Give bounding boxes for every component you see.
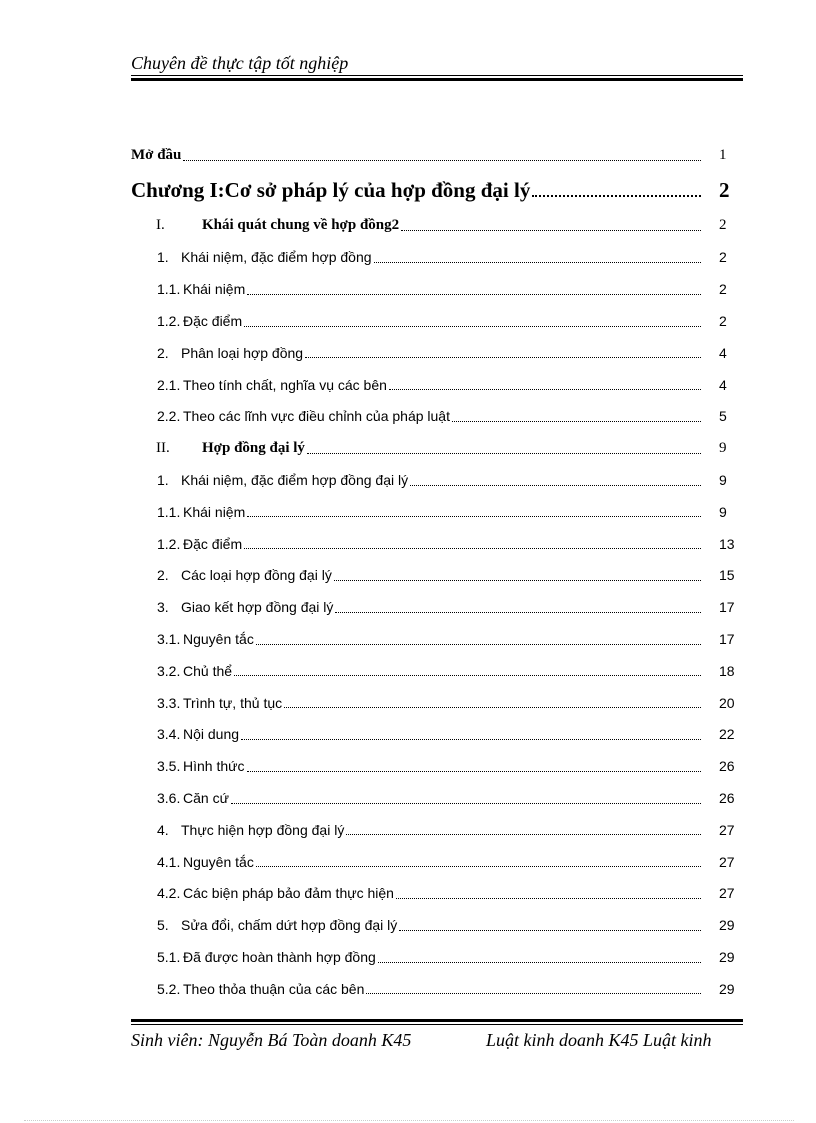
- toc-entry-number: 4.1.: [157, 853, 181, 870]
- toc-entry-title: [131, 695, 283, 711]
- toc-entry-number: 2.1.: [157, 376, 181, 393]
- toc-dot-leader: [256, 862, 701, 867]
- toc-entry-title: [131, 758, 246, 774]
- toc-dot-leader: [256, 640, 701, 645]
- toc-dot-leader: [374, 258, 701, 263]
- toc-entry-title: [131, 663, 233, 679]
- toc-entry-number: 1.: [157, 472, 169, 489]
- toc-entry-title: [131, 917, 398, 933]
- toc-entry: [131, 623, 743, 655]
- toc-entry-title: [131, 249, 373, 265]
- toc-dot-leader: [396, 894, 701, 899]
- toc-page-number: 4: [719, 376, 727, 393]
- document-header-title: Chuyên đề thực tập tốt nghiệp: [131, 53, 349, 73]
- toc-entry: [131, 973, 743, 1005]
- toc-dot-leader: [234, 671, 701, 676]
- toc-entry-number: 5.: [157, 917, 169, 934]
- toc-dot-leader: [307, 449, 701, 454]
- toc-entry-number: 1.1.: [157, 503, 181, 520]
- toc-dot-leader: [247, 767, 701, 772]
- toc-entry-title: [131, 631, 255, 647]
- toc-entry: [131, 140, 743, 172]
- toc-entry-number: 3.: [157, 599, 169, 616]
- toc-entry-number: 3.4.: [157, 726, 181, 743]
- toc-entry-title: [131, 599, 334, 615]
- toc-entry-number: 4.2.: [157, 885, 181, 902]
- toc-entry: [131, 846, 743, 878]
- toc-page-number: 29: [719, 917, 735, 934]
- toc-dot-leader: [346, 830, 701, 835]
- toc-entry: [131, 172, 743, 210]
- toc-dot-leader: [244, 544, 701, 549]
- toc-entry-number: 3.2.: [157, 662, 181, 679]
- toc-page-number: 2: [719, 313, 727, 330]
- toc-entry-number: I.: [156, 217, 165, 234]
- header-divider-thin: [131, 75, 743, 76]
- toc-entry-text: Khái quát chung về hợp đồng2: [202, 217, 400, 234]
- toc-entry-text: Chủ thể: [183, 662, 233, 679]
- toc-entry-text: Theo các lĩnh vực điều chỉnh của pháp luật: [183, 408, 450, 425]
- toc-entry-text: Giao kết hợp đồng đại lý: [181, 599, 334, 616]
- toc-entry-text: Hợp đồng đại lý: [202, 439, 305, 456]
- toc-entry-title: [131, 147, 182, 164]
- toc-entry: [131, 337, 743, 369]
- toc-page-number: 26: [719, 790, 735, 807]
- toc-page-number: 29: [719, 980, 735, 997]
- toc-entry-number: 5.2.: [157, 980, 181, 997]
- toc-entry: [131, 814, 743, 846]
- toc-page-number: 5: [719, 408, 727, 425]
- toc-entry: [131, 369, 743, 401]
- toc-page-number: 13: [719, 535, 735, 552]
- toc-dot-leader: [366, 989, 701, 994]
- toc-entry-text: Khái niệm: [183, 503, 246, 520]
- toc-entry-title: [131, 408, 451, 424]
- footer-divider-thick: [131, 1019, 743, 1022]
- toc-page-number: 27: [719, 821, 735, 838]
- toc-dot-leader: [399, 926, 701, 931]
- toc-page-number: 9: [719, 503, 727, 520]
- toc-page-number: 9: [719, 472, 727, 489]
- toc-entry-text: Đặc điểm: [183, 313, 243, 330]
- toc-entry: [131, 591, 743, 623]
- toc-dot-leader: [231, 799, 701, 804]
- toc-entry-title: [131, 949, 377, 965]
- toc-entry-text: Khái niệm, đặc điểm hợp đồng: [181, 249, 372, 266]
- toc-entry-text: Các biện pháp bảo đảm thực hiện: [183, 885, 394, 902]
- toc-page-number: 1: [719, 147, 727, 164]
- toc-entry: [131, 432, 743, 464]
- toc-entry-number: II.: [156, 439, 170, 456]
- toc-dot-leader: [247, 290, 701, 295]
- toc-page-number: 20: [719, 694, 735, 711]
- toc-page-number: 2: [719, 178, 730, 203]
- toc-entry-number: 1.2.: [157, 535, 181, 552]
- toc-entry-title: [131, 726, 240, 742]
- toc-entry-text: Nội dung: [183, 726, 240, 743]
- toc-entry-text: Phân loại hợp đồng: [181, 344, 304, 361]
- toc-entry-number: 3.5.: [157, 758, 181, 775]
- toc-entry: [131, 782, 743, 814]
- toc-entry-title: [131, 854, 255, 870]
- toc-page-number: 22: [719, 726, 735, 743]
- toc-entry: [131, 687, 743, 719]
- toc-entry: [131, 273, 743, 305]
- toc-entry-text: Khái niệm, đặc điểm hợp đồng đại lý: [181, 472, 409, 489]
- toc-page-number: 29: [719, 949, 735, 966]
- toc-entry-text: Theo thỏa thuận của các bên: [183, 980, 365, 997]
- toc-entry-text: Đã được hoàn thành hợp đồng: [183, 949, 376, 966]
- toc-entry-title: [131, 440, 306, 457]
- toc-entry-text: Khái niệm: [183, 281, 246, 298]
- toc-entry-title: [131, 536, 243, 552]
- toc-entry-title: [131, 345, 304, 361]
- toc-entry-text: Nguyên tắc: [183, 631, 254, 648]
- toc-entry-title: [131, 281, 246, 297]
- toc-entry-text: Đặc điểm: [183, 535, 243, 552]
- toc-entry-number: 2.2.: [157, 408, 181, 425]
- toc-entry-title: [131, 217, 400, 234]
- toc-entry: [131, 909, 743, 941]
- toc-entry: [131, 878, 743, 910]
- toc-entry-text: Thực hiện hợp đồng đại lý: [181, 821, 345, 838]
- toc-entry-number: 3.6.: [157, 790, 181, 807]
- toc-dot-leader: [410, 481, 701, 486]
- toc-dot-leader: [401, 226, 701, 231]
- toc-entry-text: Trình tự, thủ tục: [183, 694, 283, 711]
- toc-page-number: 15: [719, 567, 735, 584]
- toc-page-number: 17: [719, 631, 735, 648]
- toc-entry: [131, 496, 743, 528]
- toc-entry-number: 3.3.: [157, 694, 181, 711]
- toc-entry-title: [131, 472, 409, 488]
- toc-page-number: 18: [719, 662, 735, 679]
- toc-page-number: 26: [719, 758, 735, 775]
- toc-page-number: 27: [719, 885, 735, 902]
- footer-course-name: Luật kinh doanh K45 Luật kinh: [486, 1030, 712, 1050]
- toc-entry-number: 4.: [157, 821, 169, 838]
- toc-entry: [131, 560, 743, 592]
- toc-entry: [131, 941, 743, 973]
- toc-entry: [131, 464, 743, 496]
- table-of-contents: [131, 140, 743, 1005]
- toc-entry: [131, 719, 743, 751]
- toc-page-number: 17: [719, 599, 735, 616]
- toc-entry-title: [131, 885, 395, 901]
- toc-entry-text: Các loại hợp đồng đại lý: [181, 567, 332, 584]
- toc-dot-leader: [241, 735, 701, 740]
- toc-dot-leader: [284, 703, 701, 708]
- toc-entry-title: [131, 178, 531, 203]
- toc-entry: [131, 210, 743, 242]
- toc-entry: [131, 401, 743, 433]
- toc-page-number: 2: [719, 249, 727, 266]
- toc-page-number: 2: [719, 217, 727, 234]
- toc-entry-number: 2.: [157, 567, 169, 584]
- toc-entry: [131, 242, 743, 274]
- toc-entry-title: [131, 790, 230, 806]
- toc-entry-text: Mở đầu: [131, 147, 182, 164]
- header-divider-thick: [131, 78, 743, 81]
- toc-entry-title: [131, 567, 333, 583]
- toc-page-number: 27: [719, 853, 735, 870]
- toc-entry-text: Theo tính chất, nghĩa vụ các bên: [183, 376, 387, 393]
- toc-entry: [131, 655, 743, 687]
- toc-dot-leader: [389, 385, 701, 390]
- toc-entry-title: [131, 504, 246, 520]
- toc-entry-text: Chương I:Cơ sở pháp lý của hợp đồng đại lý: [131, 178, 531, 203]
- toc-dot-leader: [335, 608, 701, 613]
- toc-dot-leader: [305, 353, 701, 358]
- toc-entry-number: 1.1.: [157, 281, 181, 298]
- toc-entry-title: [131, 981, 365, 997]
- toc-entry-number: 1.2.: [157, 313, 181, 330]
- toc-entry-text: Sửa đổi, chấm dứt hợp đồng đại lý: [181, 917, 398, 934]
- toc-dot-leader: [183, 156, 701, 161]
- toc-dot-leader: [378, 958, 701, 963]
- toc-dot-leader: [452, 417, 701, 422]
- toc-page-number: 9: [719, 439, 727, 456]
- footer-student-name: Sinh viên: Nguyễn Bá Toàn doanh K45: [131, 1030, 412, 1050]
- page-bottom-edge: [24, 1120, 794, 1121]
- toc-entry-title: [131, 377, 388, 393]
- toc-entry: [131, 750, 743, 782]
- toc-entry-text: Hình thức: [183, 758, 245, 775]
- toc-entry-title: [131, 313, 243, 329]
- toc-entry-number: 3.1.: [157, 631, 181, 648]
- toc-entry-text: Căn cứ: [183, 790, 229, 807]
- toc-page-number: 2: [719, 281, 727, 298]
- toc-entry-text: Nguyên tắc: [183, 853, 254, 870]
- toc-entry-number: 1.: [157, 249, 169, 266]
- toc-entry: [131, 305, 743, 337]
- toc-dot-leader: [244, 322, 701, 327]
- toc-entry: [131, 528, 743, 560]
- toc-dot-leader: [247, 512, 701, 517]
- toc-entry-title: [131, 822, 345, 838]
- toc-entry-number: 2.: [157, 344, 169, 361]
- toc-dot-leader: [334, 576, 701, 581]
- toc-dot-leader: [532, 191, 701, 197]
- footer-divider-thin: [131, 1024, 743, 1025]
- toc-page-number: 4: [719, 344, 727, 361]
- toc-entry-number: 5.1.: [157, 949, 181, 966]
